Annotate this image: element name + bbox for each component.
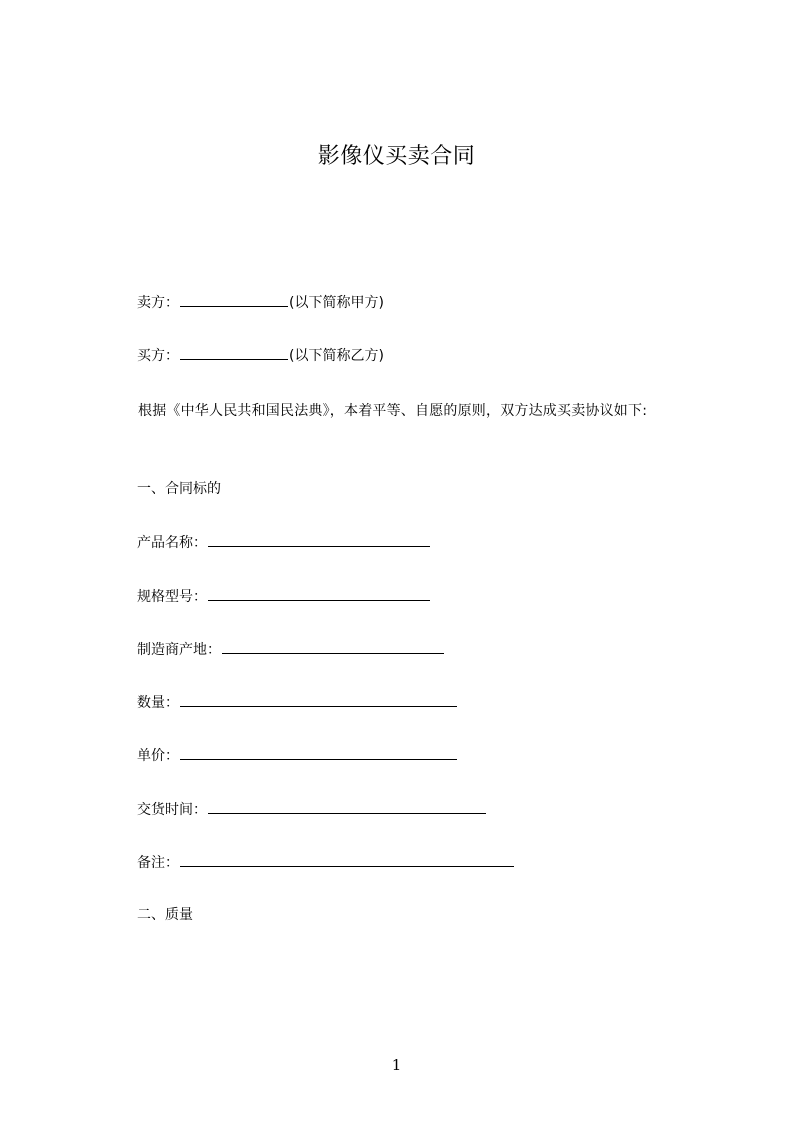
seller-label: 卖方： [137,295,179,311]
buyer-suffix: (以下简称乙方) [289,348,384,364]
unit-price-label: 单价： [137,748,179,764]
seller-suffix: (以下简称甲方) [289,295,384,311]
unit-price-line [137,745,458,766]
product-name-blank[interactable] [208,532,430,547]
spec-model-blank[interactable] [208,586,430,601]
manufacturer-origin-blank[interactable] [222,639,444,654]
product-name-line [137,532,431,553]
remarks-label: 备注： [137,855,179,871]
buyer-label: 买方： [137,348,179,364]
seller-blank[interactable] [180,292,288,307]
page-number: 1 [391,1056,402,1074]
seller-line [137,292,384,313]
unit-price-blank[interactable] [180,745,457,760]
remarks-line [137,852,515,873]
section2-heading: 二、质量 [137,907,193,923]
manufacturer-origin-label: 制造商产地： [137,642,221,658]
manufacturer-origin-line [137,639,445,660]
quantity-label: 数量： [137,695,179,711]
delivery-time-label: 交货时间： [137,802,207,818]
quantity-blank[interactable] [180,692,457,707]
spec-model-label: 规格型号： [137,589,207,605]
delivery-time-line [137,799,487,820]
intro-paragraph: 根据《中华人民共和国民法典》，本着平等、自愿的原则，双方达成买卖协议如下: [138,403,648,419]
buyer-blank[interactable] [180,345,288,360]
spec-model-line [137,586,431,607]
document-title: 影像仪买卖合同 [317,144,476,169]
product-name-label: 产品名称： [137,535,207,551]
quantity-line [137,692,458,713]
delivery-time-blank[interactable] [208,799,486,814]
remarks-blank[interactable] [180,852,514,867]
buyer-line [137,345,384,366]
section1-heading: 一、合同标的 [137,481,221,497]
